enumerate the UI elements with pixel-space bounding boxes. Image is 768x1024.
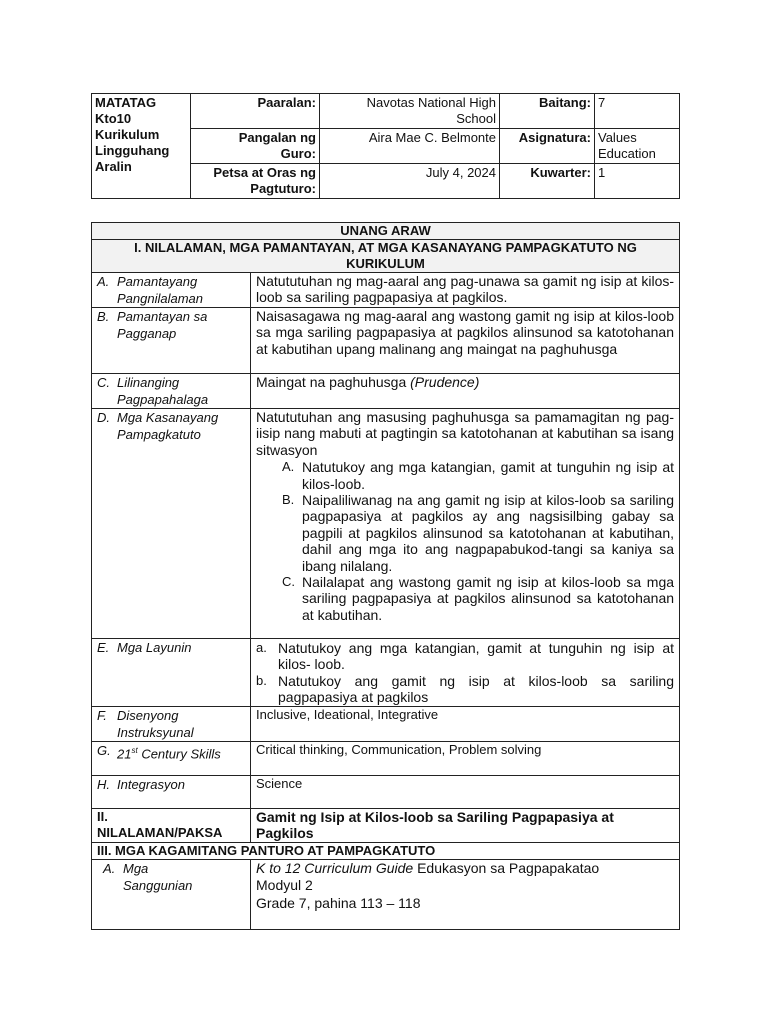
school-label: Paaralan: [191, 94, 320, 129]
list-item: B. Naipaliliwanag na ang gamit ng isip at kilos-loob sa sariling pagpapasiya at pagkilos ay ang nagsisilbing gabay sa pagpili at pagkilos alinsunod sa katotohanan at kabutihan, dahil ang mga ito ang nagpapabukod-tangi sa kaniya sa ibang nilalang. [282, 492, 675, 574]
skills-text: Critical thinking, Communication, Problem solving [256, 741, 542, 757]
reference-pages: Grade 7, pahina 113 – 118 [256, 894, 421, 911]
subject-label: Asignatura: [500, 129, 595, 164]
row-integration: H. Integrasyon Science [92, 775, 680, 808]
integration-text: Science [256, 775, 303, 791]
row-objectives: E. Mga Layunin a. Natutukoy ang mga katangian, gamit at tunguhin ng isip at kilos- loob. b. Natutukoy ang gamit ng isip at kilos-loob sa sariling pagpapasiya at pagkilos [92, 639, 680, 707]
row-label: Mga Sanggunian [123, 860, 193, 893]
content-standard-text: Natututuhan ng mag-aaral ang pag-unawa sa gamit ng isip at kilos-loob sa sariling pagpapasiya at pagkilos. [256, 273, 675, 306]
grade-label: Baitang: [500, 94, 595, 129]
date-label: Petsa at Oras ng Pagtuturo: [191, 164, 320, 199]
lesson-header-table [91, 93, 680, 199]
row-instructional-design: F. Disenyong Instruksyunal Inclusive, Ideational, Integrative [92, 706, 680, 741]
school-value: Navotas National High School [320, 94, 500, 129]
row-label: Lilinanging Pagpapahalaga [117, 375, 209, 407]
competencies-list [256, 459, 674, 623]
row-label: Mga Kasanayang Pampagkatuto [117, 410, 219, 442]
objectives-list [256, 640, 674, 706]
date-value: July 4, 2024 [320, 164, 500, 199]
list-item: b. Natutukoy ang gamit ng isip at kilos-loob sa sariling pagpapasiya at pagkilos [256, 672, 675, 706]
section-2-label: II. NILALAMAN/PAKSA [92, 808, 251, 842]
row-values: C. Lilinanging Pagpapahalaga Maingat na paghuhusga (Prudence) [92, 374, 680, 409]
topic-text: Gamit ng Isip at Kilos-loob sa Sariling Pagpapasiya at Pagkilos [256, 808, 614, 842]
row-references: A. Mga Sanggunian K to 12 Curriculum Guide Edukasyon sa Pagpapakatao Modyul 2 Grade 7, pahina 113 – 118 [92, 859, 680, 929]
quarter-value: 1 [595, 164, 680, 199]
list-item: A. Natutukoy ang mga katangian, gamit at tunguhin ng isip at kilos-loob. [282, 459, 675, 492]
section-3-title: III. MGA KAGAMITANG PANTURO AT PAMPAGKATUTO [92, 842, 680, 859]
row-label: 21st Century Skills [117, 745, 221, 761]
list-item: a. Natutukoy ang mga katangian, gamit at tunguhin ng isip at kilos- loob. [256, 640, 675, 673]
reference-guide: K to 12 Curriculum Guide Edukasyon sa Pagpapakatao [256, 859, 600, 876]
row-label: Integrasyon [117, 776, 185, 792]
instructional-design-text: Inclusive, Ideational, Integrative [256, 706, 439, 722]
row-label: Disenyong Instruksyunal [117, 707, 194, 740]
row-content-standard: A. Pamantayang Pangnilalaman Natututuhan ng mag-aaral ang pag-unawa sa gamit ng isip at kilos-loob sa sariling pagpapasiya at pagkilos. [92, 273, 680, 308]
grade-value: 7 [595, 94, 680, 129]
curriculum-name-line: Aralin [95, 159, 132, 174]
row-label: Pamantayan sa Pagganap [117, 309, 208, 341]
lesson-plan-table [91, 222, 680, 930]
row-content-topic [92, 808, 680, 842]
teacher-label: Pangalan ng Guro: [191, 129, 320, 164]
row-label: Mga Layunin [117, 640, 192, 655]
row-learning-competencies: D. Mga Kasanayang Pampagkatuto Natututuhan ang masusing paghuhusga sa pamamagitan ng pag-iisip nang mabuti at pagtingin sa katotohanan at kabutihan sa isang sitwasyon A. Natutukoy ang mga katangian, gamit at tunguhin ng isip at kilos-loob. B. Naipaliliwanag na ang gamit ng isip at kilos-loob sa sariling pagpapasiya at pagkilos ay ang nagsisilbing gabay sa pagpili at pagkilos alinsunod sa katotohanan at kabutihan, dahil ang mga ito ang nagpapabukod-tangi sa kaniya sa ibang nilalang. C. Nailalapat ang wastong gamit ng isip at kilos-loob sa mga sariling pagpapasiya at pagkilos alinsunod sa katotohanan at kabutihan. [92, 409, 680, 639]
curriculum-name-cell [92, 94, 191, 199]
list-item: C. Nailalapat ang wastong gamit ng isip at kilos-loob sa mga sariling pagpapasiya at pagkilos alinsunod sa katotohanan at kabutihan. [282, 574, 675, 623]
curriculum-name-line: Kurikulum [95, 127, 160, 142]
row-performance-standard: B. Pamantayan sa Pagganap Naisasagawa ng mag-aaral ang wastong gamit ng isip at kilos-loob sa mga sariling pagpapasiya at pagkilos alinsunod sa katotohanan at kabutihan upang malinang ang maingat na paghuhusga [92, 308, 680, 374]
reference-module: Modyul 2 [256, 877, 313, 894]
competencies-intro: Natututuhan ang masusing paghuhusga sa pamamagitan ng pag-iisip nang mabuti at pagtingin sa katotohanan at kabutihan sa isang sitwasyon [256, 409, 675, 458]
row-label: Pamantayang Pangnilalaman [117, 274, 204, 306]
teacher-value: Aira Mae C. Belmonte [320, 129, 500, 164]
row-21st-century-skills: G. 21st Century Skills Critical thinking, Communication, Problem solving [92, 741, 680, 775]
subject-value: Values Education [595, 129, 680, 164]
curriculum-name-line: Lingguhang [95, 143, 170, 158]
values-text: Maingat na paghuhusga (Prudence) [256, 374, 480, 390]
curriculum-name-line: Kto10 [95, 111, 132, 126]
performance-standard-text: Naisasagawa ng mag-aaral ang wastong gamit ng isip at kilos-loob sa mga sariling pagpapasiya at pagkilos alinsunod sa katotohanan at kabutihan upang malinang ang maingat na paghuhusga [256, 308, 675, 357]
section-1-title: I. NILALAMAN, MGA PAMANTAYAN, AT MGA KASANAYANG PAMPAGKATUTO NG KURIKULUM [92, 240, 680, 273]
quarter-label: Kuwarter: [500, 164, 595, 199]
day-title: UNANG ARAW [92, 223, 680, 240]
curriculum-name-line: MATATAG [95, 95, 157, 110]
